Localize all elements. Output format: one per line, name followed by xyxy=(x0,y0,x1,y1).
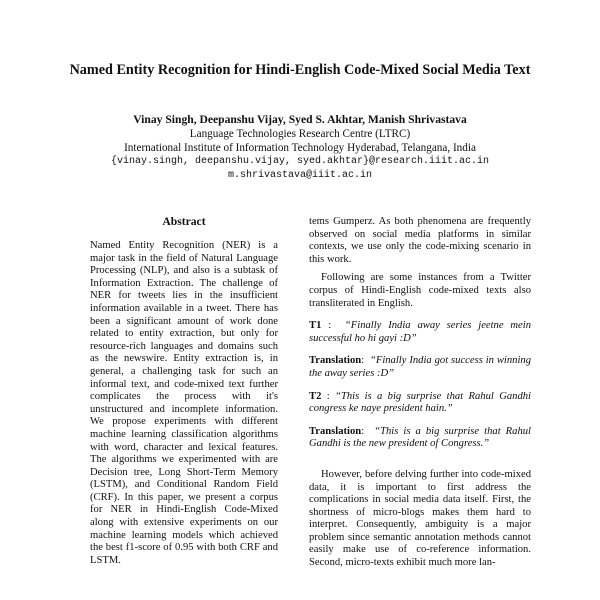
abstract-text: Named Entity Recognition (NER) is a major task in the field of Natural Language Processing (NLP), and also is a subtask of Information Extraction. The challenge of NER for tweets lies in the insufficient information available in a tweet. There has been a significant amount of work done related to entity extraction, but only for resource-rich languages and domains such as the newswire. Entity extraction is, in general, a challenging task for such an informal text, and code-mixed text further complicates the process with it's unstructured and incomplete information. We propose experiments with different machine learning classification algorithms with word, character and lexical features. The algorithms we experimented with are Decision tree, Long Short-Term Memory (LSTM), and Conditional Random Field (CRF). In this paper, we present a corpus for NER in Hindi-English Code-Mixed along with extensive experiments on our machine learning models which achieved the best f1-score of 0.95 with both CRF and LSTM. xyxy=(90,240,278,566)
body-column-right xyxy=(309,216,531,570)
paper-title: Named Entity Recognition for Hindi-English Code-Mixed Social Media Text xyxy=(69,62,531,78)
example-t1-text: “Finally India away series jeetne mein successful ho hi gayi :D” xyxy=(309,320,531,344)
translation-2-text: “This is a big surprise that Rahul Gandhi is the new president of Congress.” xyxy=(309,425,531,450)
paper-authors: Vinay Singh, Deepanshu Vijay, Syed S. Akhtar, Manish Shrivastava xyxy=(133,113,467,126)
abstract-heading: Abstract xyxy=(162,215,206,228)
example-translation-2: Translation: “This is a big surprise that Rahul Gandhi is the new president of Congress.” xyxy=(309,425,531,450)
email-1: {vinay.singh, deepanshu.vijay, syed.akhtar}@research.iiit.ac.in xyxy=(110,156,490,167)
translation-1-label: Translation xyxy=(309,355,362,367)
email-2: m.shrivastava@iiit.ac.in xyxy=(227,170,373,181)
example-t1-label: T1 xyxy=(309,320,322,332)
body-paragraph-1: tems Gumperz. As both phenomena are frequently observed on social media platforms in similar contexts, we use only the code-mixing scenario in this work. xyxy=(309,216,531,265)
example-translation-1: Translation: “Finally India got success in winning the away series :D” xyxy=(309,355,531,379)
translation-2-label: Translation xyxy=(309,425,362,437)
example-t2-text: “This is a big surprise that Rahul Gandhi congress ke naye president hain.” xyxy=(309,390,531,415)
example-t1: T1 : “Finally India away series jeetne mein successful ho hi gayi :D” xyxy=(309,320,531,344)
affiliation-1: Language Technologies Research Centre (LTRC) xyxy=(189,128,411,140)
affiliation-2: International Institute of Information Technology Hyderabad, Telangana, India xyxy=(124,142,476,154)
body-paragraph-3: However, before delving further into code-mixed data, it is important to first address the complications in social media data itself. First, the shortness of micro-blogs makes them hard to interpret. Consequently, ambiguity is a major problem since semantic annotation methods cannot easily make use of co-reference information. Second, micro-texts exhibit much more lan- xyxy=(309,468,531,569)
translation-1-text: “Finally India got success in winning the away series :D” xyxy=(309,355,531,379)
body-paragraph-2: Following are some instances from a Twitter corpus of Hindi-English code-mixed texts also transliterated in English. xyxy=(309,272,531,309)
example-t2-label: T2 xyxy=(309,390,322,402)
example-t2: T2 : “This is a big surprise that Rahul Gandhi congress ke naye president hain.” xyxy=(309,390,531,415)
